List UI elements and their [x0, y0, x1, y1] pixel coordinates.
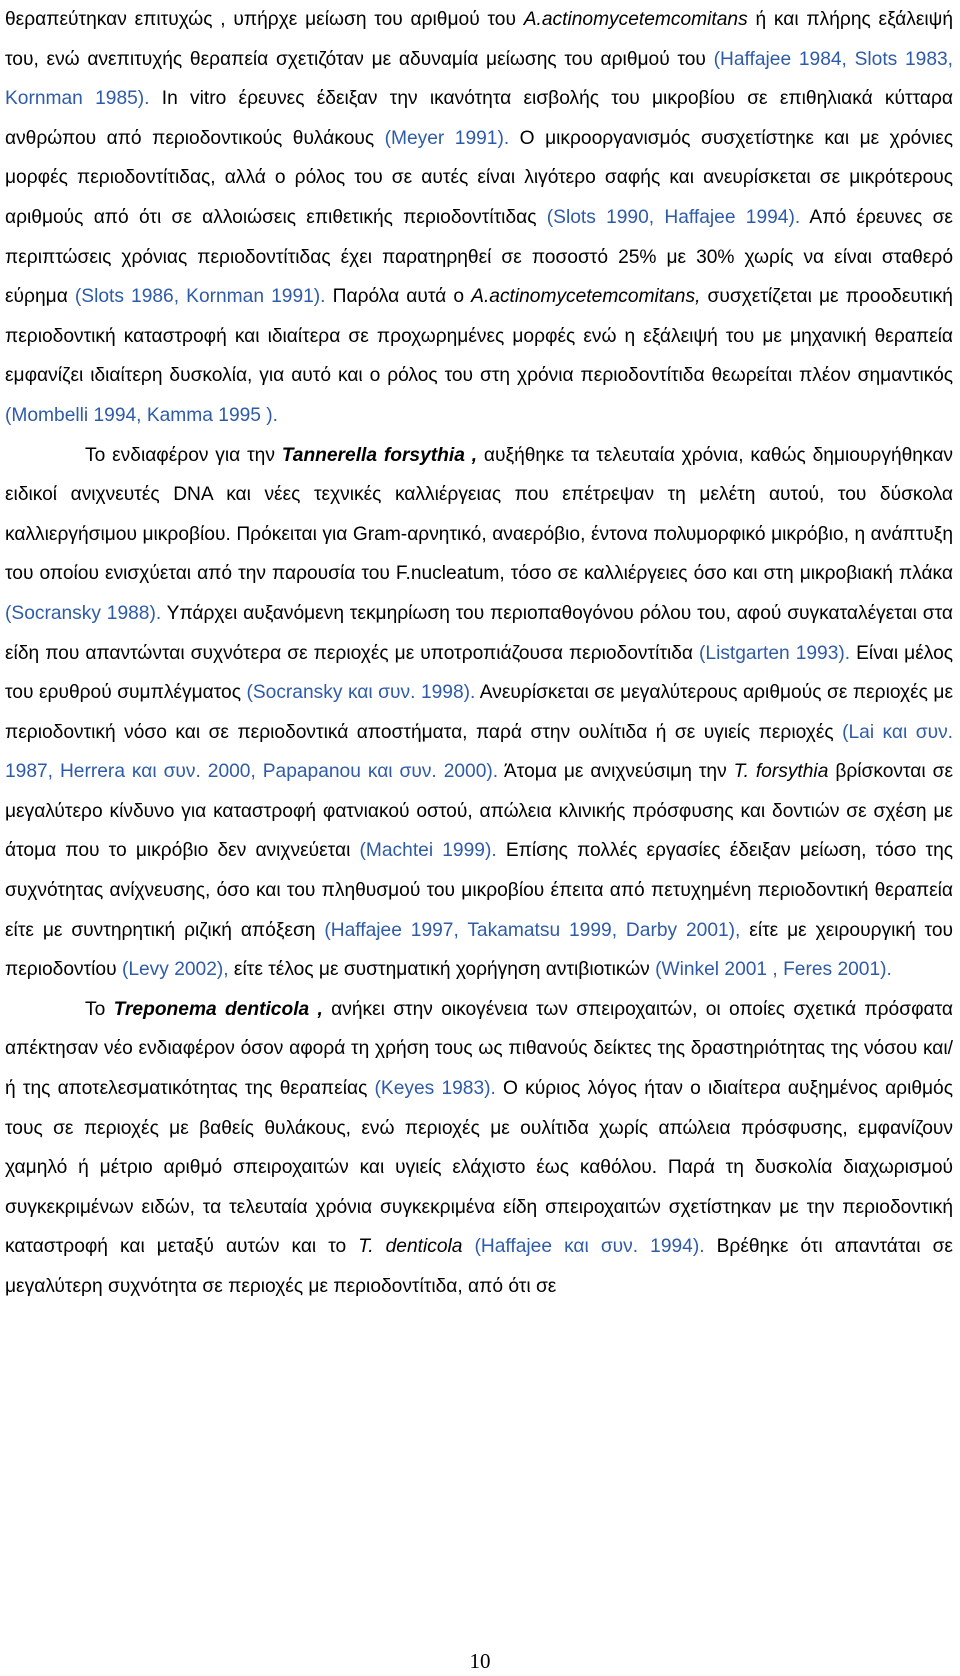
- citation: (Slots 1986, Kornman 1991).: [74, 286, 326, 308]
- text-run: είτε με χειρουργική του περιοδοντίου: [5, 919, 953, 981]
- text-run: Το ενδιαφέρον για την: [85, 444, 282, 466]
- text-run: [462, 1236, 474, 1257]
- text-run: αυξήθηκε τα τελευταία χρόνια, καθώς δημιουργήθηκαν ειδικοί ανιχνευτές DNA και νέες τεχνικές καλλιέργειας που επέτρεψαν τη μελέτη αυτού, του δύσκολα καλλιεργήσιμου μικροβίου. Πρόκειται για Gram-αρνητικό, αναερόβιο, έντονα πολυμορφικό μικρόβιο, η ανάπτυξη του οποίου ενισχύεται από την παρουσία του F.nucleatum, τόσο σε καλλιέργειες όσο και στη μικροβιακή πλάκα: [5, 444, 953, 585]
- text-run: Υπάρχει αυξανόμενη τεκμηρίωση του περιοπαθογόνου ρόλου του, αφού συγκαταλέγεται στα είδη που απαντώνται συχνότερα σε περιοχές με υποτροπιάζουσα περιοδοντίτιδα: [5, 602, 953, 664]
- citation: (Socransky 1988).: [5, 602, 162, 624]
- text-run: βρίσκονται σε μεγαλύτερο κίνδυνο για καταστροφή φατνιακού οστού, απώλεια κλινικής πρόσφυσης και δοντιών σε σχέση με άτομα που το μικρόβιο δεν ανιχνεύεται: [5, 761, 953, 862]
- citation: (Haffajee και συν. 1994).: [474, 1236, 705, 1258]
- citation: (Lai και συν. 1987, Herrera και συν. 2000, Papapanou και συν. 2000).: [5, 721, 953, 783]
- citation: (Haffajee 1997, Takamatsu 1999, Darby 2001),: [324, 919, 741, 941]
- text-run: είτε τέλος με συστηματική χορήγηση αντιβιοτικών: [228, 959, 656, 981]
- italic-term: T. denticola: [358, 1236, 463, 1258]
- text-run: Επίσης πολλές εργασίες έδειξαν μείωση, τόσο της συχνότητας ανίχνευσης, όσο και του πληθυσμού του μικροβίου έπειτα από πετυχημένη περιοδοντική θεραπεία είτε με συντηρητική ριζική απόξεση: [5, 840, 953, 941]
- citation: (Levy 2002),: [121, 959, 229, 981]
- text-run: Βρέθηκε ότι απαντάται σε μεγαλύτερη συχνότητα σε περιοχές με περιοδοντίτιδα, από ότι σε: [5, 1236, 953, 1297]
- text-run: Από έρευνες σε περιπτώσεις χρόνιας περιοδοντίτιδας έχει παρατηρηθεί σε ποσοστό 25% με 30% χωρίς να είναι σταθερό εύρημα: [5, 206, 953, 308]
- text-run: συσχετίζεται με προοδευτική περιοδοντική καταστροφή και ιδιαίτερα σε προχωρημένες μορφές ενώ η εξάλειψή του με μηχανική θεραπεία εμφανίζει ιδιαίτερη δυσκολία, για αυτό και ο ρόλος του στη χρόνια περιοδοντίτιδα θεωρείται πλέον σημαντικός: [5, 286, 953, 387]
- text-run: Είναι μέλος του ερυθρού συμπλέγματος: [5, 642, 953, 704]
- text-run: ή και πλήρης εξάλειψή του, ενώ ανεπιτυχής θεραπεία σχετιζόταν με αδυναμία μείωσης του αριθμού του: [5, 9, 954, 70]
- text-run: Ο κύριος λόγος ήταν ο ιδιαίτερα αυξημένος αριθμός τους σε περιοχές με βαθείς θυλάκους, ενώ περιοχές με ουλίτιδα χωρίς απώλεια πρόσφυσης, εμφανίζουν χαμηλό ή μέτριο αριθμό σπειροχαιτών και υγιείς ελάχιστο έως καθόλου. Παρά τη δυσκολία διαχωρισμού συγκεκριμένων ειδών, τα τελευταία χρόνια συγκεκριμένα είδη σπειροχαιτών σχετίστηκαν με την περιοδοντική καταστροφή και μεταξύ αυτών και το: [5, 1078, 953, 1258]
- citation: (Winkel 2001 , Feres 2001).: [655, 959, 892, 981]
- page-number: 10: [469, 1649, 491, 1673]
- text-run: Άτομα με ανιχνεύσιμη την: [498, 761, 734, 783]
- citation: (Slots 1990, Haffajee 1994).: [546, 206, 801, 228]
- citation: (Mombelli 1994, Kamma 1995 ).: [5, 404, 279, 426]
- italic-term: A.actinomycetemcomitans: [523, 9, 748, 30]
- species-name: Treponema denticola ,: [113, 998, 323, 1020]
- paragraph: [5, 0, 953, 436]
- text-run: Ο μικροοργανισμός συσχετίστηκε και με χρόνιες μορφές περιοδοντίτιδας, αλλά ο ρόλος του σε αυτές είναι λιγότερο σαφής και ανευρίσκεται σε μικρότερους αριθμούς από ότι σε αλλοιώσεις επιθετικής περιοδοντίτιδας: [5, 127, 953, 228]
- text-run: ανήκει στην οικογένεια των σπειροχαιτών, οι οποίες σχετικά πρόσφατα απέκτησαν νέο ενδιαφέρον όσον αφορά τη χρήση τους ως πιθανούς δείκτες της δραστηριότητας της νόσου και/ή της αποτελεσματικότητας της θεραπείας: [5, 998, 954, 1100]
- italic-term: T. forsythia: [733, 761, 829, 783]
- text-run: In vitro έρευνες έδειξαν την ικανότητα εισβολής του μικροβίου σε επιθηλιακά κύτταρα ανθρώπου από περιοδοντικούς θυλάκους: [5, 88, 954, 149]
- citation: (Machtei 1999).: [359, 840, 497, 862]
- paragraph: [5, 990, 953, 1307]
- citation: (Haffajee 1984, Slots 1983, Kornman 1985).: [5, 48, 953, 110]
- italic-term: A.actinomycetemcomitans,: [471, 286, 701, 308]
- citation: (Socransky και συν. 1998).: [246, 682, 476, 704]
- text-run: Ανευρίσκεται σε μεγαλύτερους αριθμούς σε περιοχές με περιοδοντική νόσο και σε περιοδοντικά αποστήματα, παρά στην ουλίτιδα ή σε υγιείς περιοχές: [5, 682, 953, 743]
- paragraph: [5, 436, 953, 990]
- text-run: θεραπεύτηκαν επιτυχώς , υπήρχε μείωση του αριθμού του: [5, 9, 524, 30]
- body-text: [5, 0, 953, 1307]
- citation: (Keyes 1983).: [374, 1078, 496, 1100]
- citation: (Listgarten 1993).: [699, 642, 851, 664]
- species-name: Tannerella forsythia ,: [281, 444, 478, 466]
- text-run: Παρόλα αυτά ο: [325, 286, 472, 308]
- citation: (Meyer 1991).: [384, 127, 510, 149]
- text-run: Το: [85, 998, 114, 1020]
